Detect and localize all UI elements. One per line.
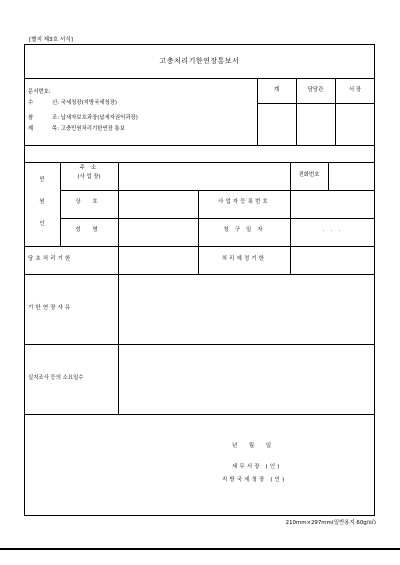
reference-value: 조: 납세자보호과장(납세자권익과장) bbox=[52, 115, 138, 121]
applicant-top bbox=[24, 162, 375, 163]
address-label-line1: 주 소 bbox=[79, 165, 99, 171]
scheduled-deadline-label: 처리예정기한 bbox=[221, 256, 267, 262]
trade-name-label: 상 호 bbox=[75, 199, 103, 205]
claim-date-value: . . . bbox=[322, 227, 343, 233]
subject-value: 목: 고충민원처리기한연장 통보 bbox=[52, 126, 125, 132]
approval-officer-label: 담당관 bbox=[307, 87, 324, 93]
investigation-days-label: 실지조사 등의 소요일수 bbox=[28, 375, 84, 381]
form-title: 고충처리기한연장통보서 bbox=[159, 57, 240, 65]
header-divider bbox=[24, 145, 375, 146]
investigation-bottom bbox=[24, 414, 375, 415]
doc-number-label: 문서번호: bbox=[28, 89, 51, 95]
phone-col-line bbox=[328, 162, 329, 190]
name-label: 성 명 bbox=[75, 227, 103, 233]
recipient-value: 신: 국세청장(지방국세청장) bbox=[52, 100, 118, 106]
label-col-line bbox=[118, 162, 119, 274]
address-label-line2: (사 업 장) bbox=[77, 174, 101, 180]
reference-label: 참 bbox=[28, 115, 34, 121]
applicant-row1 bbox=[60, 190, 375, 191]
subject-label: 제 bbox=[28, 126, 34, 132]
claim-date-label: 청 구 일 자 bbox=[223, 227, 265, 233]
paper-size-note: 210mm×297mm(일반용지 60g/㎡) bbox=[285, 520, 376, 526]
bottom-edge bbox=[0, 548, 400, 565]
form-id-label: [별지 제3호 서식] bbox=[29, 37, 73, 43]
business-number-label: 사업자등록번호 bbox=[218, 199, 270, 205]
approval-row-divider bbox=[257, 103, 375, 104]
approval-head-label: 서 장 bbox=[348, 87, 362, 93]
approval-staff-label: 계 bbox=[273, 87, 280, 93]
applicant-side-char3: 인 bbox=[39, 221, 45, 227]
phone-label: 전화번호 bbox=[298, 172, 320, 178]
applicant-bottom bbox=[24, 246, 375, 247]
regional-commissioner-sign: 지방국세청장 (인) bbox=[222, 477, 287, 483]
applicant-side-char2: 원 bbox=[39, 199, 45, 205]
recipient-label: 수 bbox=[28, 100, 34, 106]
applicant-row2 bbox=[60, 218, 375, 219]
title-divider bbox=[24, 78, 375, 79]
deadline-bottom bbox=[24, 274, 375, 275]
original-deadline-label: 당초처리기한 bbox=[28, 256, 73, 262]
reason-bottom bbox=[24, 344, 375, 345]
tax-office-head-sign: 세무서장 (인) bbox=[232, 464, 282, 470]
sign-date: 년 월 일 bbox=[232, 443, 277, 449]
lower-label-col bbox=[118, 274, 119, 414]
applicant-side-char1: 민 bbox=[39, 177, 45, 183]
extension-reason-label: 기한연장사유 bbox=[28, 305, 73, 311]
